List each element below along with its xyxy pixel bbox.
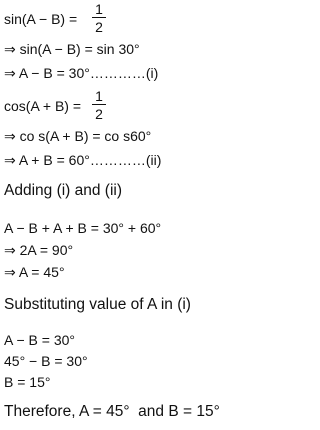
equation-sin-a-minus-b: sin(A − B) =	[4, 11, 78, 27]
fraction-bar	[92, 17, 106, 18]
adding-step: A − B + A + B = 30° + 60°	[4, 220, 162, 236]
fraction-numerator: 1	[95, 88, 103, 104]
substituting-heading: Substituting value of A in (i)	[4, 296, 191, 313]
fraction-bar	[92, 104, 106, 105]
adding-step: ⇒ 2A = 90°	[4, 242, 74, 258]
substituting-step: A − B = 30°	[4, 332, 75, 348]
adding-heading: Adding (i) and (ii)	[4, 182, 123, 199]
equation-cos-a-plus-b: cos(A + B) =	[4, 98, 82, 114]
adding-step: ⇒ A = 45°	[4, 264, 65, 280]
conclusion: Therefore, A = 45° and B = 15°	[4, 403, 220, 420]
fraction-denominator: 2	[95, 106, 103, 122]
step-sin-equals-sin30: ⇒ sin(A − B) = sin 30°	[4, 41, 140, 57]
substituting-step: B = 15°	[4, 374, 51, 390]
step-a-plus-b-equation-ii: ⇒ A + B = 60°…………(ii)	[4, 152, 162, 168]
step-cos-equals-cos60: ⇒ co s(A + B) = co s60°	[4, 128, 152, 144]
substituting-step: 45° − B = 30°	[4, 353, 88, 369]
fraction-denominator: 2	[95, 19, 103, 35]
step-a-minus-b-equation-i: ⇒ A − B = 30°…………(i)	[4, 65, 159, 81]
fraction-numerator: 1	[95, 1, 103, 17]
